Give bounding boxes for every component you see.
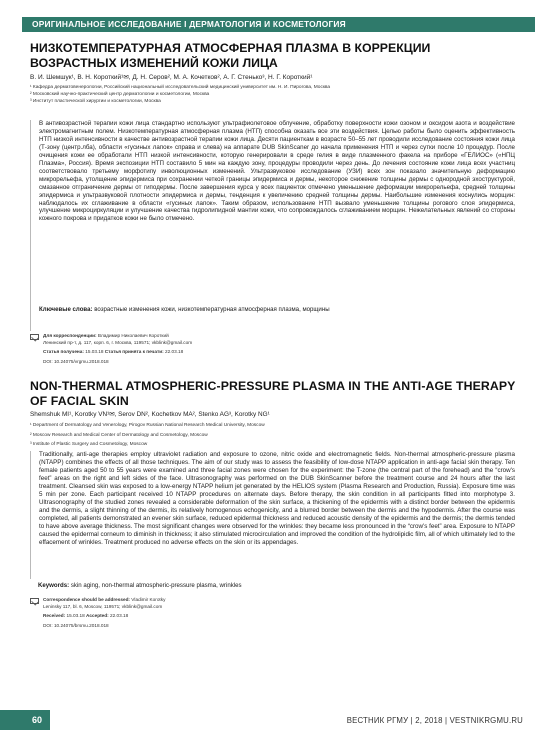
corr-name-en: Vladimir Korotky (130, 597, 166, 602)
abstract-ru (30, 120, 515, 331)
page-number: 60 (0, 710, 50, 730)
article-title-en: NON-THERMAL ATMOSPHERIC-PRESSURE PLASMA IN THE ANTI-AGE THERAPY OF FACIAL SKIN (30, 379, 516, 408)
corr-label-en: Correspondence should be addressed: (43, 597, 130, 602)
doi-ru[interactable]: DOI: 10.24075/vrgmu.2018.018 (43, 358, 109, 364)
affiliation-ru-1: ¹ Кафедра дерматовенерологии, Российский национальный исследовательский медицинский университет им. Н. И. Пирогова, Москва (30, 85, 331, 90)
authors-en: Shemshuk MI¹, Korotky VN¹✉, Serov DN², Kochetkov MA², Stenko AG³, Korotky NG¹ (30, 411, 270, 418)
corr-name-ru: Владимир Николаевич Короткий (96, 333, 169, 338)
received-label-en: Received: (43, 613, 66, 618)
received-label-ru: Статья получена: (43, 349, 84, 354)
affiliation-en-2: ² Moscow Research and Medical Center of Dermatology and Cosmetology, Moscow (30, 432, 208, 438)
authors-ru: В. И. Шемшук¹, В. Н. Короткий¹✉, Д. Н. Серов², М. А. Кочетков², А. Г. Стенько³, Н. Г. Короткий¹ (30, 74, 313, 81)
received-date-en: 15.03.18 (65, 613, 87, 618)
keywords-value-en: skin aging, non-thermal atmospheric-pressure plasma, wrinkles (69, 582, 242, 589)
affiliations-ru (30, 84, 518, 105)
affiliation-en-1: ¹ Department of Dermatology and Venerology, Pirogov Russian National Research Medical University, Moscow (30, 423, 265, 428)
corr-label-ru: Для корреспонденции: (43, 333, 97, 338)
correspondence-ru (30, 333, 515, 365)
abstract-text-en: Traditionally, anti-age therapies employ ultraviolet radiation and exposure to ozone, nitric oxide and electromagnetic fields. Non-thermal atmospheric-pressure plasma (NTAPP) combines the effects of all those techniques. The aim of our study was to assess the feasibility of low-dose NTAPP application in anti-age facial skin therapy. Ten female patients aged 50 to 55 years were examined and three facial zones were chosen for the experiment: the T-zone (the central part of the forehead) and the “crow's feet” areas on the right and left sides of the face. Ultrasonography was performed on the DUB SkinScanner before the treatment course and 24 hours after the last treatment. Cleansed skin was exposed to a low-energy NTAPP helium jet generated by the HELIOS system (Plasma Research and Production, Russia). Exposure time was 5 min per zone. Each participant received 10 NTAPP procedures on alternate days. Before therapy, the skin condition in all participants fitted into morphotype 3. Ultrasonography of the studied zones revealed a considerable deformation of the skin surface, a thickening of the epidermis with a distinct border between the epidermis and the dermis, a slight thinning of the dermis, its relatively homogenous echogenicity, and a blurred border between the dermis and the hypodermis. After the course was completed, all patients demonstrated an evener skin surface, reduced epidermal thickness and reduced acoustic density of the epidermis and the dermis; the dermis tended to have above average thickness. The most significant changes were observed for the wrinkles: they became less pronounced in the “crow's feet” area. Exposure to NTAPP caused the epidermal corneum to diminish in thickness; it also stimulated microcirculation and improved the condition of the hydrolipidic film, all of which ultimately led to the effacement of wrinkles. Treatment produced no adverse effects on the skin or its appendages. (39, 451, 515, 547)
affiliation-ru-3: ³ Институт пластической хирургии и косметологии, Москва (30, 99, 161, 104)
dates-en (43, 613, 515, 620)
abstract-text-ru: В антивозрастной терапии кожи лица стандартно используют ультрафиолетовое облучение, обработку поверхности кожи озоном и оксидом азота и воздействие электромагнитным полем. Низкотемпературная атмосферная плазма (НТП) способна оказать все эти воздействия. Целью работы было оценить эффективность НТП низкой интенсивности в качестве антивозрастной терапии кожи лица. Десяти пациенткам в возрасте 50–55 лет проводили исследование состояния кожи лица (Т-зону (центр.лба), области «гусиных лапок» справа и слева) на аппарате DUB SkinScaner до начала применения НТП и через сутки после 10 процедур. После очищения кожи ее обработали НТП низкой интенсивности, которую генерировали в среде гелия в виде плазменного факела на приборе «ГЕЛИОС» («НПЦ Плазма», Россия). Время экспозиции НТП составило 5 мин на каждую зону, процедуры проводили через день. До лечения состояние кожи лица всех участниц соответствовало третьему морфотипу инволюционных изменений. Ультразвуковое исследование (УЗИ) всех зон показало значительную деформацию микрорельефа, утолщение эпидермиса при сохранении четкой границы эпидермиса и дермы, некоторое снижение толщины дермы с однородной эхоструктурой, смазанное отграничение дермы от гиподермы. После завершения курса у всех пациенток отмечено уменьшение деформации микрорельефа, средней толщины эпидермиса и ультразвуковой плотности эпидермиса и дермы, тенденция к увеличению средней толщины дермы. Наибольшие изменения коснулись морщин: наблюдалось их сглаживание в области «гусиных лапок». Таким образом, использование НТП вызвало уменьшение толщины рогового слоя эпидермиса, улучшение микроциркуляции и улучшение качества гидролипидной мантии кожи, что сопровождалось сглаживанием морщин. Нежелательных явлений со стороны кожного покрова и придатков кожи не было отмечено. (39, 120, 515, 223)
doi-en[interactable]: DOI: 10.24075/brsmu.2018.018 (43, 622, 109, 628)
section-header-band: ОРИГИНАЛЬНОЕ ИССЛЕДОВАНИЕ I ДЕРМАТОЛОГИЯ И КОСМЕТОЛОГИЯ (22, 17, 535, 32)
corr-address-ru[interactable]: Ленинский пр-т, д. 117, корп. 6, г. Москва, 119571; vkblink@gmail.com (43, 339, 193, 345)
dates-ru (43, 349, 515, 356)
affiliation-ru-2: ² Московский научно-практический центр дерматологии и косметологии, Москва (30, 92, 210, 97)
accepted-date-ru: 22.03.18 (163, 349, 184, 354)
accepted-label-en: Accepted: (86, 613, 109, 618)
abstract-en (30, 451, 515, 579)
received-date-ru: 15.03.18 (83, 349, 105, 354)
accepted-label-ru: Статья принята к печати: (104, 349, 164, 354)
envelope-icon (30, 598, 39, 604)
accepted-date-en: 22.03.18 (108, 613, 129, 618)
keywords-label-ru: Ключевые слова: (39, 306, 93, 313)
corr-address-en[interactable]: Leninsky 117, bl. 6, Moscow, 119571; vkblink@gmail.com (43, 603, 163, 609)
correspondence-en (30, 597, 515, 629)
affiliations-en (30, 421, 518, 450)
envelope-icon (30, 334, 39, 340)
journal-footer[interactable]: ВЕСТНИК РГМУ | 2, 2018 | VESTNIKRGMU.RU (346, 716, 523, 725)
keywords-ru (39, 306, 515, 314)
article-title-ru: НИЗКОТЕМПЕРАТУРНАЯ АТМОСФЕРНАЯ ПЛАЗМА В КОРРЕКЦИИ ВОЗРАСТНЫХ ИЗМЕНЕНИЙ КОЖИ ЛИЦА (30, 41, 431, 70)
keywords-en (38, 582, 242, 590)
keywords-value-ru: возрастные изменения кожи, низкотемпературная атмосферная плазма, морщины (92, 306, 330, 313)
keywords-label-en: Keywords: (38, 582, 70, 589)
affiliation-en-3: ³ Institute of Plastic Surgery and Cosmetology, Moscow (30, 442, 148, 447)
